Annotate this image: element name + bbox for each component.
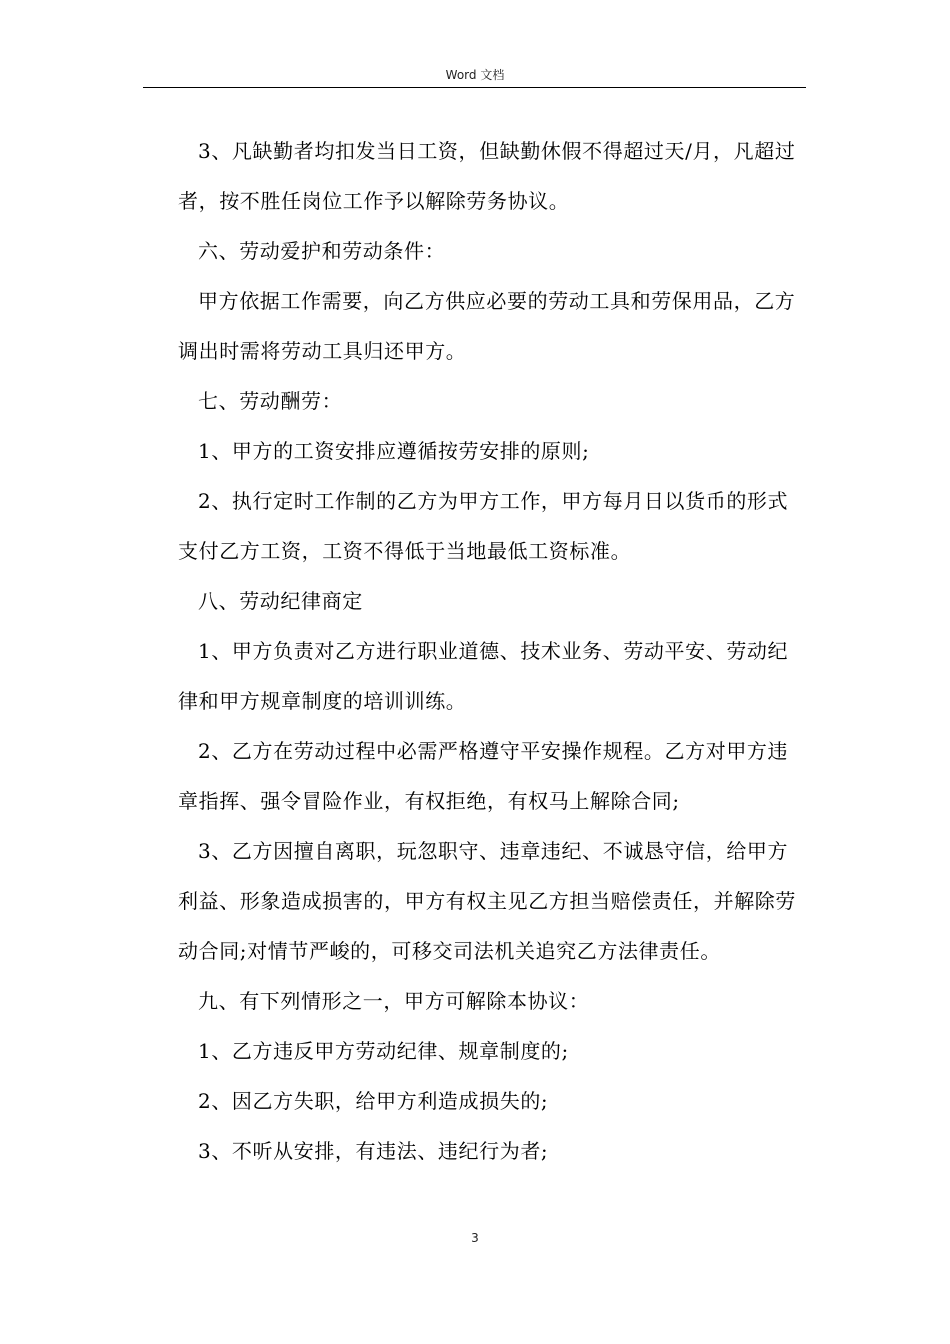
page-header: Word 文档 xyxy=(445,68,505,82)
paragraph-2: 六、劳动爱护和劳动条件： xyxy=(198,239,446,263)
header-divider xyxy=(143,87,806,88)
paragraph-10: 3、乙方因擅自离职，玩忽职守、违章违纪、不诚恳守信，给甲方利益、形象造成损害的，甲方有权主见乙方担当赔偿责任，并解除劳动合同;对情节严峻的，可移交司法机关追究乙方法律责任。 xyxy=(178,839,796,963)
paragraph-4: 七、劳动酬劳： xyxy=(198,389,343,413)
paragraph-6: 2、执行定时工作制的乙方为甲方工作，甲方每月日以货币的形式支付乙方工资，工资不得低于当地最低工资标准。 xyxy=(178,489,789,563)
paragraph-9: 2、乙方在劳动过程中必需严格遵守平安操作规程。乙方对甲方违章指挥、强令冒险作业，有权拒绝，有权马上解除合同; xyxy=(178,739,789,813)
paragraph-11: 九、有下列情形之一，甲方可解除本协议： xyxy=(198,989,590,1013)
page-number: 3 xyxy=(471,1231,479,1245)
paragraph-3: 甲方依据工作需要，向乙方供应必要的劳动工具和劳保用品，乙方调出时需将劳动工具归还甲方。 xyxy=(178,289,796,363)
paragraph-8: 1、甲方负责对乙方进行职业道德、技术业务、劳动平安、劳动纪律和甲方规章制度的培训训练。 xyxy=(178,639,789,713)
paragraph-1: 3、凡缺勤者均扣发当日工资，但缺勤休假不得超过天/月，凡超过者，按不胜任岗位工作予以解除劳务协议。 xyxy=(178,139,796,213)
paragraph-14: 3、不听从安排，有违法、违纪行为者; xyxy=(198,1139,549,1163)
paragraph-12: 1、乙方违反甲方劳动纪律、规章制度的; xyxy=(198,1039,569,1063)
document-body xyxy=(178,126,803,1176)
paragraph-7: 八、劳动纪律商定 xyxy=(198,589,363,613)
paragraph-13: 2、因乙方失职，给甲方利造成损失的; xyxy=(198,1089,549,1113)
paragraph-5: 1、甲方的工资安排应遵循按劳安排的原则; xyxy=(198,439,590,463)
